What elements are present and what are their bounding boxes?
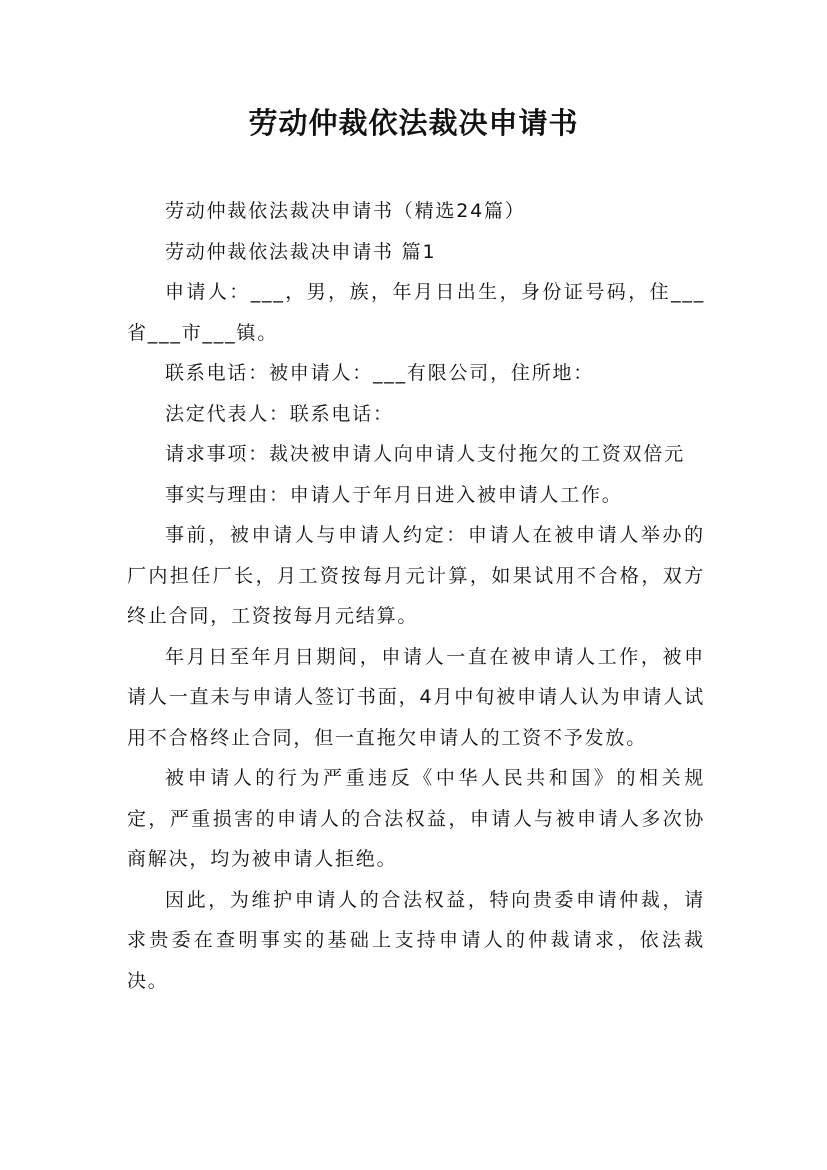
paragraph-applicant: 申请人：___，男，族，年月日出生，身份证号码，住___省___市___镇。 [127,281,705,344]
paragraph-claims: 请求事项：裁决被申请人向申请人支付拖欠的工资双倍元 [165,443,686,465]
paragraph-contact-respondent: 联系电话：被申请人：___有限公司，住所地： [165,362,595,384]
paragraph-conclusion: 因此，为维护申请人的合法权益，特向贵委申请仲裁，请求贵委在查明事实的基础上支持申请人的仲裁请求，依法裁决。 [127,888,705,992]
paragraph-employment-period: 年月日至年月日期间，申请人一直在被申请人工作，被申请人一直未与申请人签订书面，4月中旬被申请人认为申请人试用不合格终止合同，但一直拖欠申请人的工资不予发放。 [127,645,705,749]
paragraph-section-heading: 劳动仲裁依法裁决申请书 篇1 [165,240,437,263]
document-body [127,191,705,1001]
paragraph-violation: 被申请人的行为严重违反《中华人民共和国》的相关规定，严重损害的申请人的合法权益，申请人与被申请人多次协商解决，均为被申请人拒绝。 [127,767,705,870]
paragraph-facts-intro: 事实与理由：申请人于年月日进入被申请人工作。 [165,483,623,506]
paragraph-legal-representative: 法定代表人：联系电话： [165,402,394,425]
paragraph-prior-agreement: 事前，被申请人与申请人约定：申请人在被申请人举办的厂内担任厂长，月工资按每月元计算，如果试用不合格，双方终止合同，工资按每月元结算。 [127,524,705,627]
document-title: 劳动仲裁依法裁决申请书 [248,106,579,140]
paragraph-subtitle: 劳动仲裁依法裁决申请书（精选24篇） [165,200,526,222]
